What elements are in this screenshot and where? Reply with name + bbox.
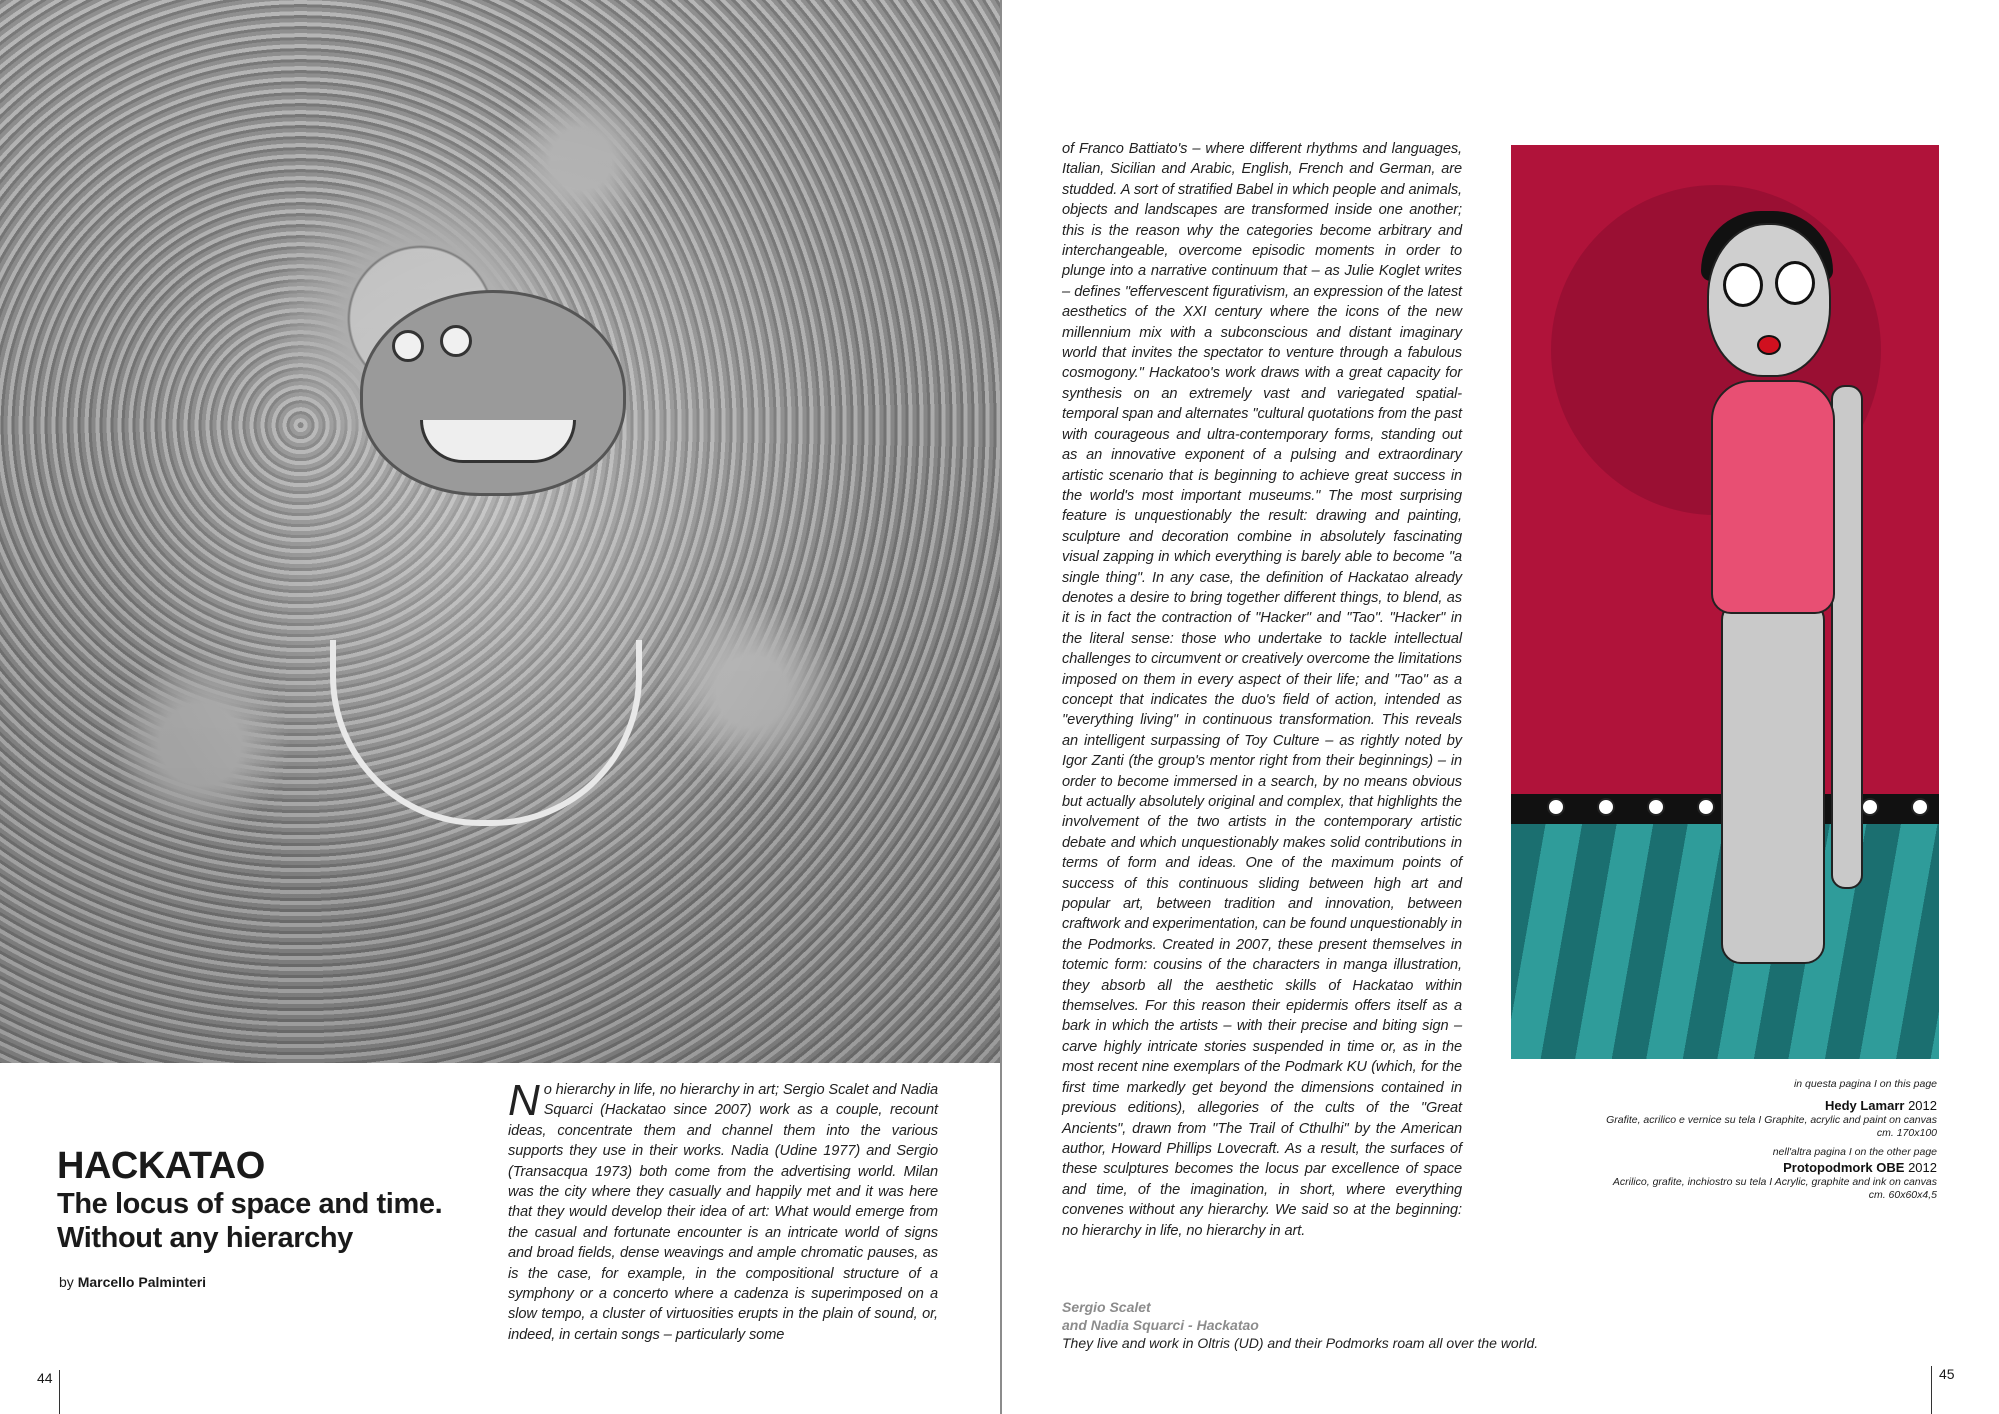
page-number-right: 45: [1939, 1366, 1955, 1382]
image-captions: [1602, 1078, 1937, 1202]
right-page: [1002, 0, 1999, 1414]
byline: [59, 1274, 206, 1290]
caption-work2-heading: [1602, 1159, 1937, 1176]
artwork-protopodmork-obe: [0, 0, 1002, 1063]
artwork-central-face: [360, 290, 626, 496]
page-number-rule-right: [1931, 1366, 1932, 1414]
artist-credit-line2: and Nadia Squarci - Hackatao: [1062, 1317, 1259, 1333]
artwork-figure-lips: [1757, 335, 1781, 355]
body-text-left-content: o hierarchy in life, no hierarchy in art; Sergio Scalet and Nadia Squarci (Hackatao since 2007) work as a couple, recount ideas, concentrate them and channel them into the various supports they use in their works. Nadia (Udine 1977) and Sergio (Transacqua 1973) both come from the advertising world. Milan was the city where they casually and happily met and it was here that they would develop their idea of art: What would emerge from the casual and fortunate encounter is an intricate world of signs and broad fields, dense weavings and ample chromatic pauses, as is the case, for example, in the compositional structure of a symphony or a concerto where a cadenza is superimposed on a slow tempo, a cluster of virtuosities erupts in the plain of sound, or, indeed, in certain songs – particularly some: [508, 1082, 938, 1343]
article-subtitle-line1: The locus of space and time.: [57, 1188, 443, 1220]
caption-work1-title: Hedy Lamarr: [1824, 1098, 1905, 1113]
artwork-figure-dress: [1711, 380, 1835, 614]
artwork-hedy-lamarr: [1511, 145, 1939, 1059]
caption-work1-medium: Grafite, acrilico e vernice su tela I Graphite, acrylic and paint on canvas: [1606, 1114, 1937, 1126]
caption-work2-year: 2012: [1908, 1160, 1937, 1175]
artist-credit: [1062, 1298, 1538, 1352]
caption-work1-size: cm. 170x100: [1876, 1127, 1937, 1139]
caption-work1-year: 2012: [1908, 1098, 1937, 1113]
byline-prefix: by: [59, 1274, 74, 1290]
caption-work2-size: cm. 60x60x4,5: [1868, 1189, 1937, 1201]
body-text-left: [508, 1076, 938, 1345]
artwork-figure-legs: [1721, 600, 1825, 964]
caption-work1-heading: [1602, 1097, 1937, 1114]
artwork-mouth: [420, 420, 576, 463]
caption-other-page-label: nell'altra pagina I on the other page: [1772, 1146, 1937, 1158]
artwork-figure-arm: [1831, 385, 1863, 889]
caption-work2-medium: Acrilico, grafite, inchiostro su tela I Acrylic, graphite and ink on canvas: [1612, 1176, 1937, 1188]
article-title: HACKATAO: [57, 1145, 265, 1187]
caption-work2-title: Protopodmork OBE: [1783, 1160, 1905, 1175]
artist-credit-line3: They live and work in Oltris (UD) and their Podmorks roam all over the world.: [1062, 1335, 1539, 1351]
artwork-figure-eye: [1775, 261, 1815, 305]
caption-this-page-label: in questa pagina I on this page: [1793, 1078, 1937, 1090]
article-subtitle-line2: Without any hierarchy: [57, 1222, 353, 1254]
artwork-figure-eye: [1723, 263, 1763, 307]
artist-credit-line1: Sergio Scalet: [1062, 1299, 1151, 1315]
page-number-rule-left: [59, 1370, 60, 1414]
artwork-eye: [392, 330, 424, 362]
author-name: Marcello Palminteri: [77, 1274, 207, 1290]
page-number-left: 44: [37, 1370, 53, 1386]
article-title-block: [57, 1145, 457, 1255]
drop-cap: N: [508, 1076, 540, 1125]
artwork-eye: [440, 325, 472, 357]
body-text-right: of Franco Battiato's – where different rhythms and languages, Italian, Sicilian and Arabic, English, French and German, are studded. A sort of stratified Babel in which people and animals, objects and landscapes are transformed inside one another; this is the reason why the categories become arbitrary and interchangeable, overcome episodic moments in order to plunge into a narrative continuum that – as Julie Koglet writes – defines "effervescent figurativism, an expression of the latest aesthetics of the XXI century where the icons of the new millennium mix with a subconscious and distant imaginary world that invites the spectator to venture through a fabulous cosmogony." Hackatoo's work draws with a great capacity for synthesis on an extremely vast and variegated spatial-temporal span and alternates "cultural quotations from the past with courageous and ultra-contemporary forms, standing out as an innovative exponent of a pulsing and extraordinary artistic scenario that is beginning to achieve great success in the world's most important museums." The most surprising feature is unquestionably the result: drawing and painting, sculpture and decoration combine in absolutely fascinating visual zapping in which everything is barely able to become "a single thing". In any case, the definition of Hackatao already denotes a desire to bring together different things, to blend, as it is in fact the contraction of "Hacker" and "Tao". "Hacker" in the literal sense: those who undertake to tackle intellectual challenges to circumvent or creatively overcome the limitations imposed on them in every aspect of their life; and "Tao" as a concept that indicates the duo's field of action, intended as "everything living" in continuous transformation. This reveals an intelligent surpassing of Toy Culture – as rightly noted by Igor Zanti (the group's mentor right from their beginnings) – in order to become immersed in a search, by no means obvious but actually absolutely original and complex, that highlights the involvement of the two artists in the contemporary artistic debate and which unquestionably makes solid contributions in terms of form and ideas. One of the maximum points of success of this continuous sliding between high art and popular art, between tradition and innovation, between craftwork and experimentation, can be found unquestionably in the Podmorks. Created in 2007, these present themselves in totemic form: cousins of the characters in manga illustration, they absorb all the aesthetic skills of Hackatao within themselves. For this reason their epidermis offers itself as a bark in which the artists – with their precise and biting sign – carve highly intricate stories suspended in time or, as in the most recent nine exemplars of the Podmark KU (which, for the first time markedly get beyond the dimensions contained in previous editions), allegories of the cults of the "Great Ancients", drawn from "The Trail of Cthulhi" by the American author, Howard Phillips Lovecraft. As a result, the surfaces of these sculptures becomes the locus par excellence of space and time, of the imagination, in short, where everything convenes without any hierarchy. We said so at the beginning: no hierarchy in life, no hierarchy in art.: [1062, 141, 1462, 1239]
